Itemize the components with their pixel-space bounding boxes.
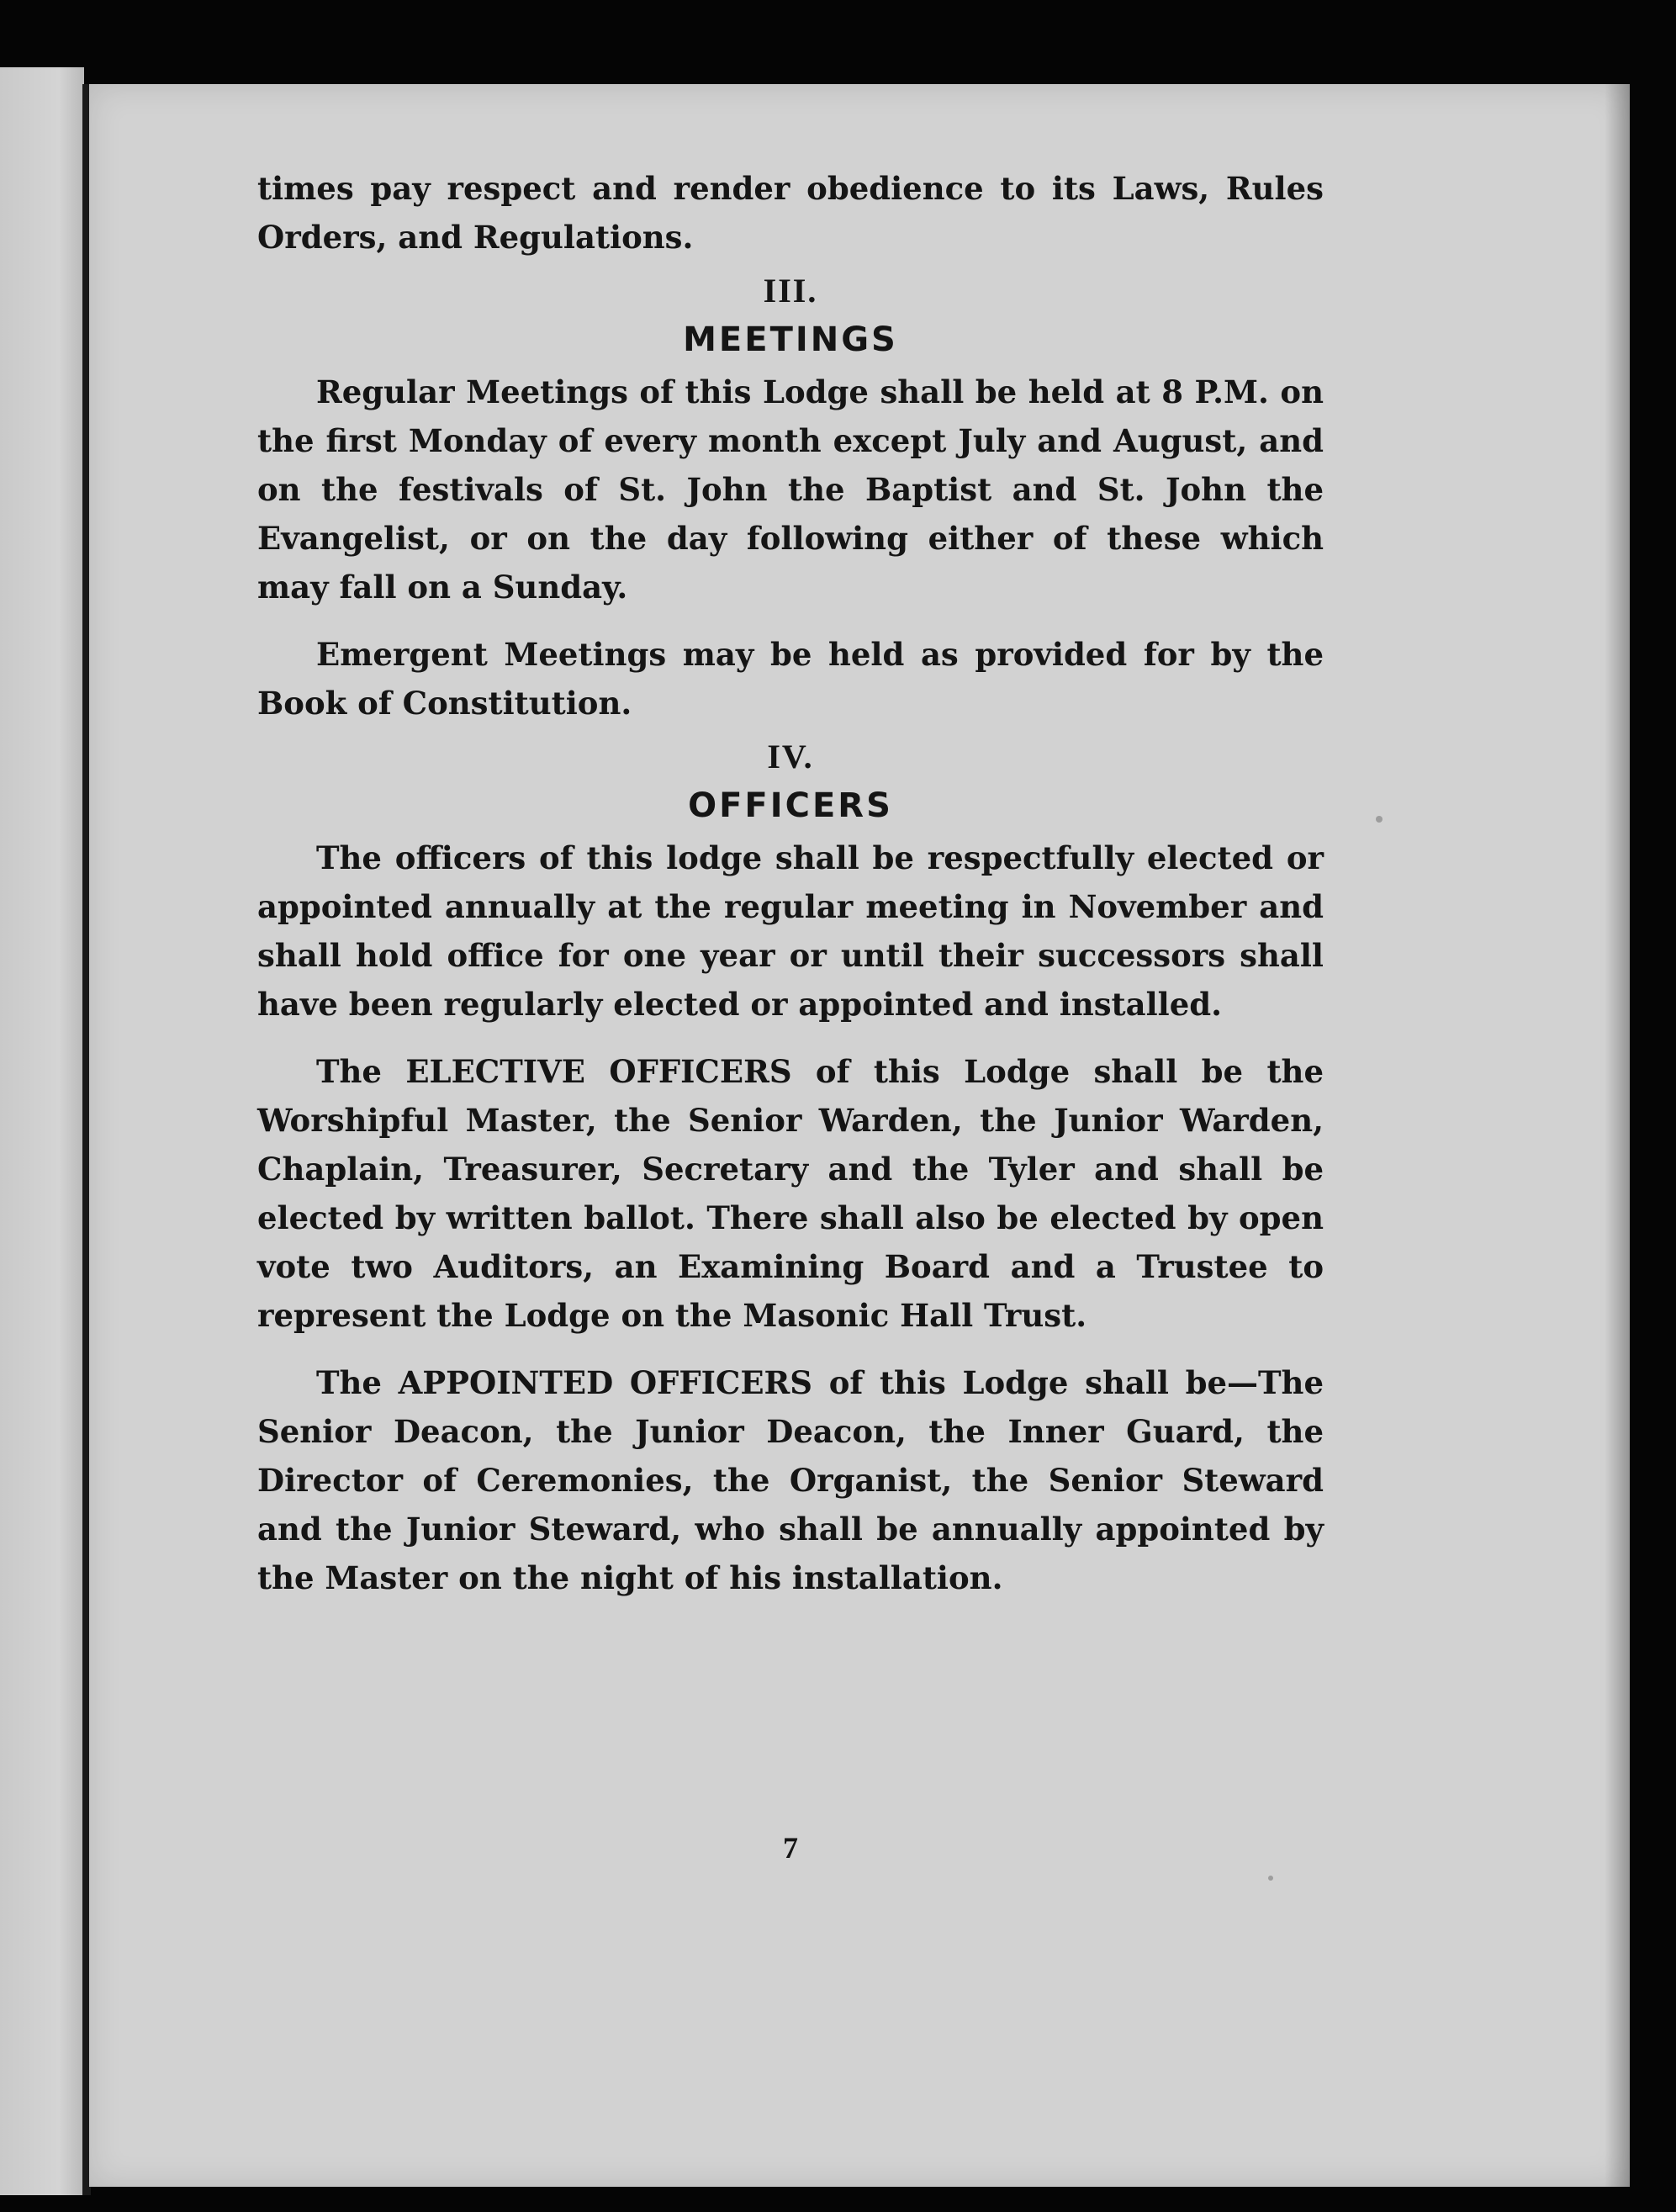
page-number: 7	[783, 1831, 798, 1865]
body-text	[257, 164, 1324, 1602]
paragraph-appointed-officers: The APPOINTED OFFICERS of this Lodge shall be—The Senior Deacon, the Junior Deacon, the Inner Guard, the Director of Ceremonies, the Organist, the Senior Steward and the Junior Steward, who shall be annually appointed by the Master on the night of his installation.	[257, 1364, 1324, 1596]
facing-page-edge	[0, 67, 84, 2195]
continuation-paragraph: times pay respect and render obedience to its Laws, Rules Orders, and Regulations.	[257, 170, 1324, 256]
paragraph-officers-elected: The officers of this lodge shall be respectfully elected or appointed annually at the regular meeting in November and shall hold office for one year or until their successors shall have been regularly elected or appointed and installed.	[257, 839, 1324, 1023]
paragraph-emergent-meetings: Emergent Meetings may be held as provided for by the Book of Constitution.	[257, 636, 1324, 722]
section-number-iii: III.	[763, 272, 818, 310]
scan-speck	[1376, 816, 1383, 823]
paragraph-elective-officers: The ELECTIVE OFFICERS of this Lodge shall be the Worshipful Master, the Senior Warden, the Junior Warden, Chaplain, Treasurer, Secretary and the Tyler and shall be elected by written ballot. There shall also be elected by open vote two Auditors, an Examining Board and a Trustee to represent the Lodge on the Masonic Hall Trust.	[257, 1053, 1324, 1334]
section-number-iv: IV.	[767, 738, 814, 775]
paragraph-regular-meetings: Regular Meetings of this Lodge shall be held at 8 P.M. on the first Monday of every month except July and August, and on the festivals of St. John the Baptist and St. John the Evangelist, or on the day following either of these which may fall on a Sunday.	[257, 373, 1324, 606]
section-heading-officers: OFFICERS	[688, 786, 893, 825]
scan-speck	[1268, 1876, 1273, 1881]
page-edge-shadow	[1605, 84, 1630, 2187]
section-heading-meetings: MEETINGS	[683, 320, 898, 359]
